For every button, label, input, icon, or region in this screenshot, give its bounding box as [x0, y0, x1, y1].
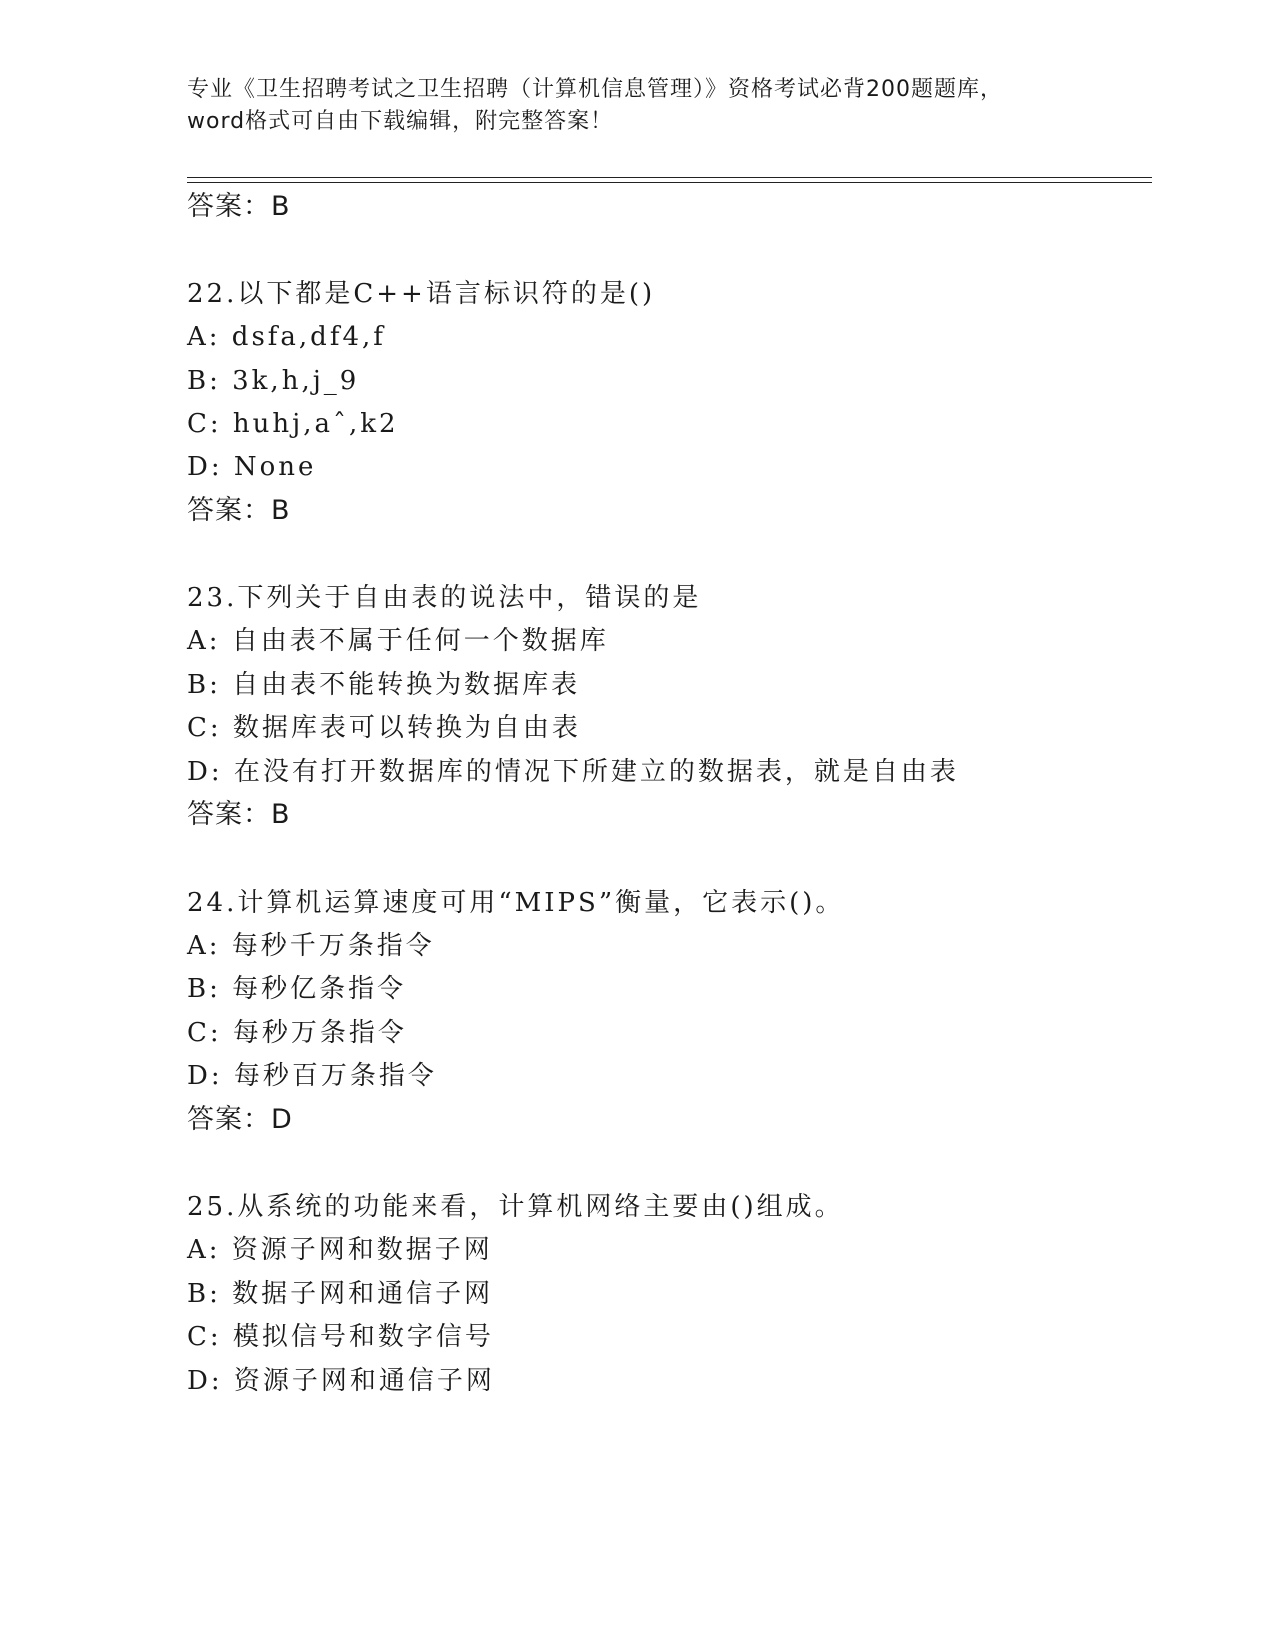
- header-divider-bottom: [187, 182, 1152, 183]
- question-22-text: 22.以下都是C++语言标识符的是(): [187, 279, 656, 309]
- question-24-option-b: B: 每秒亿条指令: [187, 974, 407, 1004]
- question-22-option-a: A: dsfa,df4,f: [187, 322, 386, 352]
- question-25-text: 25.从系统的功能来看，计算机网络主要由()组成。: [187, 1192, 844, 1222]
- question-23-option-b: B: 自由表不能转换为数据库表: [187, 670, 581, 700]
- header-divider-top: [187, 177, 1152, 178]
- previous-answer: 答案：B: [187, 191, 291, 222]
- question-23-option-a: A: 自由表不属于任何一个数据库: [187, 626, 609, 656]
- question-24-text: 24.计算机运算速度可用“MIPS”衡量，它表示()。: [187, 888, 845, 918]
- question-22-answer: 答案：B: [187, 495, 291, 526]
- question-23-option-d: D: 在没有打开数据库的情况下所建立的数据表，就是自由表: [187, 757, 959, 787]
- header-line-2: word格式可自由下载编辑，附完整答案！: [187, 109, 614, 134]
- question-24-answer: 答案：D: [187, 1104, 293, 1135]
- question-24-option-c: C: 每秒万条指令: [187, 1018, 407, 1048]
- question-23-answer: 答案：B: [187, 799, 291, 830]
- question-22-option-b: B: 3k,h,j_9: [187, 366, 360, 396]
- question-24-option-d: D: 每秒百万条指令: [187, 1061, 437, 1091]
- question-22-option-d: D: None: [187, 452, 317, 482]
- question-25-option-a: A: 资源子网和数据子网: [187, 1235, 493, 1265]
- question-25-option-c: C: 模拟信号和数字信号: [187, 1322, 494, 1352]
- question-22-option-c: C: huhj,aˆ,k2: [187, 409, 399, 439]
- document-header: [187, 74, 1087, 138]
- question-23-text: 23.下列关于自由表的说法中，错误的是: [187, 583, 702, 613]
- question-25-option-b: B: 数据子网和通信子网: [187, 1279, 494, 1309]
- question-24-option-a: A: 每秒千万条指令: [187, 931, 435, 961]
- question-25-option-d: D: 资源子网和通信子网: [187, 1366, 495, 1396]
- question-23-option-c: C: 数据库表可以转换为自由表: [187, 713, 581, 743]
- header-line-1: 专业《卫生招聘考试之卫生招聘（计算机信息管理）》资格考试必背200题题库，: [187, 77, 1003, 102]
